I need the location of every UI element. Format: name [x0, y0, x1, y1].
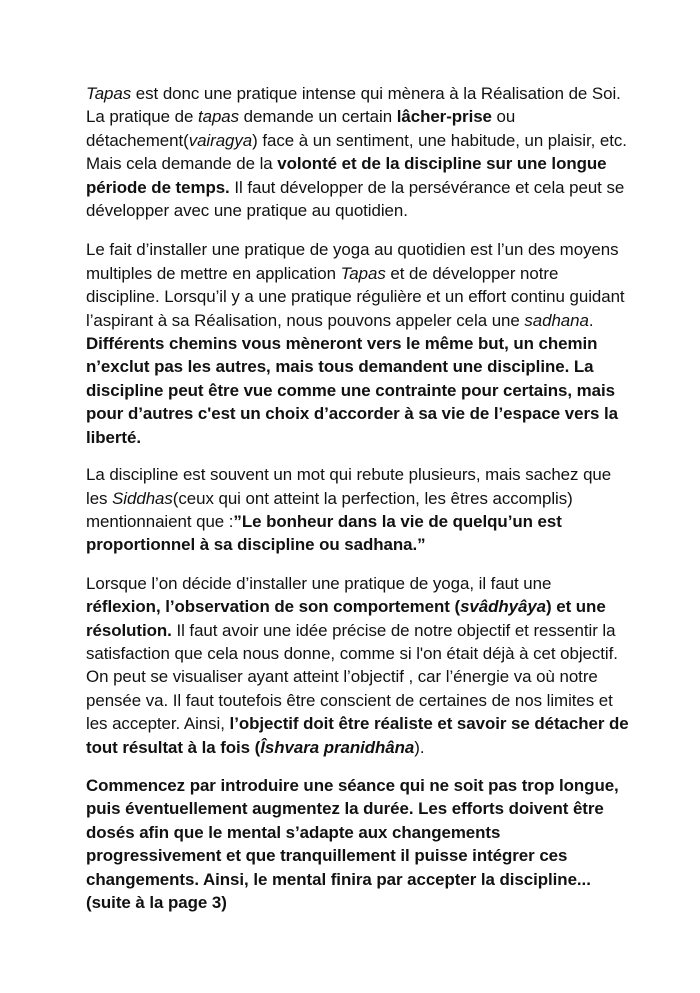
text-run: La pratique de: [86, 107, 198, 127]
text-line: [86, 665, 646, 688]
text-run: est donc une pratique intense qui mènera à la Réalisation de Soi.: [131, 84, 621, 103]
bold-text-run: Îshvara pranidhâna: [260, 737, 415, 757]
text-run: les accepter. Ainsi,: [86, 714, 230, 734]
text-line: [86, 619, 646, 642]
italic-text-run: sadhana: [524, 310, 589, 330]
text-line: [86, 238, 646, 261]
text-line: [86, 572, 646, 595]
text-run: détachement(: [86, 130, 189, 150]
text-run: Il faut développer de la persévérance et cela peut se: [229, 177, 625, 197]
text-run: ).: [414, 737, 425, 757]
text-line: [86, 129, 646, 152]
paragraph-3: [86, 463, 646, 557]
text-line: [86, 285, 646, 308]
bold-text-run: svâdhyâya: [460, 597, 547, 617]
text-line: [86, 736, 646, 759]
text-run: Lorsque l’on décide d’installer une pratique de yoga, il faut une: [86, 573, 552, 593]
text-line: [86, 689, 646, 712]
paragraph-4: [86, 572, 646, 759]
text-line: [86, 82, 646, 105]
paragraph-2: [86, 238, 646, 449]
text-run: pensée va. Il faut toutefois être conscient de certaines de nos limites et: [86, 690, 613, 710]
bold-text-run: discipline peut être vue comme une contrainte pour certains, mais: [86, 380, 615, 400]
text-run: et de développer notre: [385, 263, 559, 283]
italic-text-run: tapas: [197, 107, 240, 127]
text-line: [86, 712, 646, 735]
bold-text-run: pour d’autres c'est un choix d’accorder à sa vie de l’espace vers la: [86, 404, 618, 424]
italic-text-run: Tapas: [340, 263, 386, 283]
text-run: Le fait d’installer une pratique de yoga au quotidien est l’un des moyens: [86, 240, 619, 260]
text-run: les: [86, 488, 113, 508]
text-line: [86, 868, 646, 891]
text-run: ou: [491, 107, 516, 127]
bold-text-run: proportionnel à sa discipline ou sadhana.”: [86, 535, 426, 555]
text-run: développer avec une pratique au quotidien.: [86, 201, 408, 221]
text-line: [86, 379, 646, 402]
italic-text-run: Siddhas: [112, 488, 173, 508]
bold-text-run: ) et une: [546, 597, 606, 617]
text-run: multiples de mettre en application: [86, 263, 341, 283]
text-run: (ceux qui ont atteint la perfection, les êtres accomplis): [172, 488, 573, 508]
paragraph-1: [86, 82, 646, 222]
text-run: mentionnaient que :: [86, 511, 234, 531]
text-line: [86, 510, 646, 533]
text-line: [86, 176, 646, 199]
text-line: [86, 844, 646, 867]
bold-text-run: n’exclut pas les autres, mais tous demandent une discipline. La: [86, 357, 594, 377]
italic-text-run: vairagya: [188, 130, 253, 150]
text-run: Il faut avoir une idée précise de notre objectif et ressentir la: [171, 620, 616, 640]
italic-text-run: Tapas: [86, 84, 132, 103]
text-run: discipline. Lorsqu’il y a une pratique régulière et un effort continu guidant: [86, 287, 625, 307]
bold-text-run: changements. Ainsi, le mental finira par accepter la discipline...: [86, 869, 591, 889]
paragraph-5: [86, 774, 646, 914]
bold-text-run: dosés afin que le mental s’adapte aux changements: [86, 822, 501, 842]
text-line: [86, 199, 646, 222]
text-line: [86, 426, 646, 449]
bold-text-run: progressivement et que tranquillement il puisse intégrer ces: [86, 846, 568, 866]
text-run: .: [588, 310, 594, 330]
text-line: [86, 595, 646, 618]
bold-text-run: l’objectif doit être réaliste et savoir se détacher de: [229, 714, 629, 734]
bold-text-run: volonté et de la discipline sur une longue: [277, 154, 607, 174]
bold-text-run: tout résultat à la fois (: [86, 737, 261, 757]
text-line: [86, 309, 646, 332]
text-line: [86, 797, 646, 820]
bold-text-run: liberté.: [86, 427, 141, 447]
text-line: [86, 487, 646, 510]
bold-text-run: ”Le bonheur dans la vie de quelqu’un est: [233, 511, 562, 531]
bold-text-run: Différents chemins vous mèneront vers le même but, un chemin: [86, 334, 598, 354]
text-run: ) face à un sentiment, une habitude, un plaisir, etc.: [252, 130, 627, 150]
text-line: [86, 105, 646, 128]
text-run: demande un certain: [239, 107, 397, 127]
text-run: On peut se visualiser ayant atteint l’objectif , car l’énergie va où notre: [86, 667, 598, 687]
text-run: satisfaction que cela nous donne, comme si l'on était déjà à cet objectif.: [86, 643, 618, 663]
document-page: [86, 82, 646, 930]
text-line: [86, 152, 646, 175]
bold-text-run: résolution.: [86, 620, 172, 640]
text-line: [86, 355, 646, 378]
text-line: [86, 332, 646, 355]
text-run: La discipline est souvent un mot qui rebute plusieurs, mais sachez que: [86, 465, 612, 485]
bold-text-run: réflexion, l’observation de son comportement (: [86, 597, 461, 617]
text-run: Mais cela demande de la: [86, 154, 278, 174]
bold-text-run: période de temps.: [86, 177, 230, 197]
bold-text-run: puis éventuellement augmentez la durée. Les efforts doivent être: [86, 799, 604, 819]
text-line: [86, 891, 646, 914]
bold-text-run: (suite à la page 3): [86, 893, 227, 912]
text-line: [86, 642, 646, 665]
bold-text-run: lâcher-prise: [396, 107, 492, 127]
text-line: [86, 774, 646, 797]
text-run: l’aspirant à sa Réalisation, nous pouvons appeler cela une: [86, 310, 525, 330]
bold-text-run: Commencez par introduire une séance qui ne soit pas trop longue,: [86, 775, 619, 795]
text-line: [86, 463, 646, 486]
text-line: [86, 262, 646, 285]
text-line: [86, 533, 646, 556]
text-line: [86, 821, 646, 844]
text-line: [86, 402, 646, 425]
